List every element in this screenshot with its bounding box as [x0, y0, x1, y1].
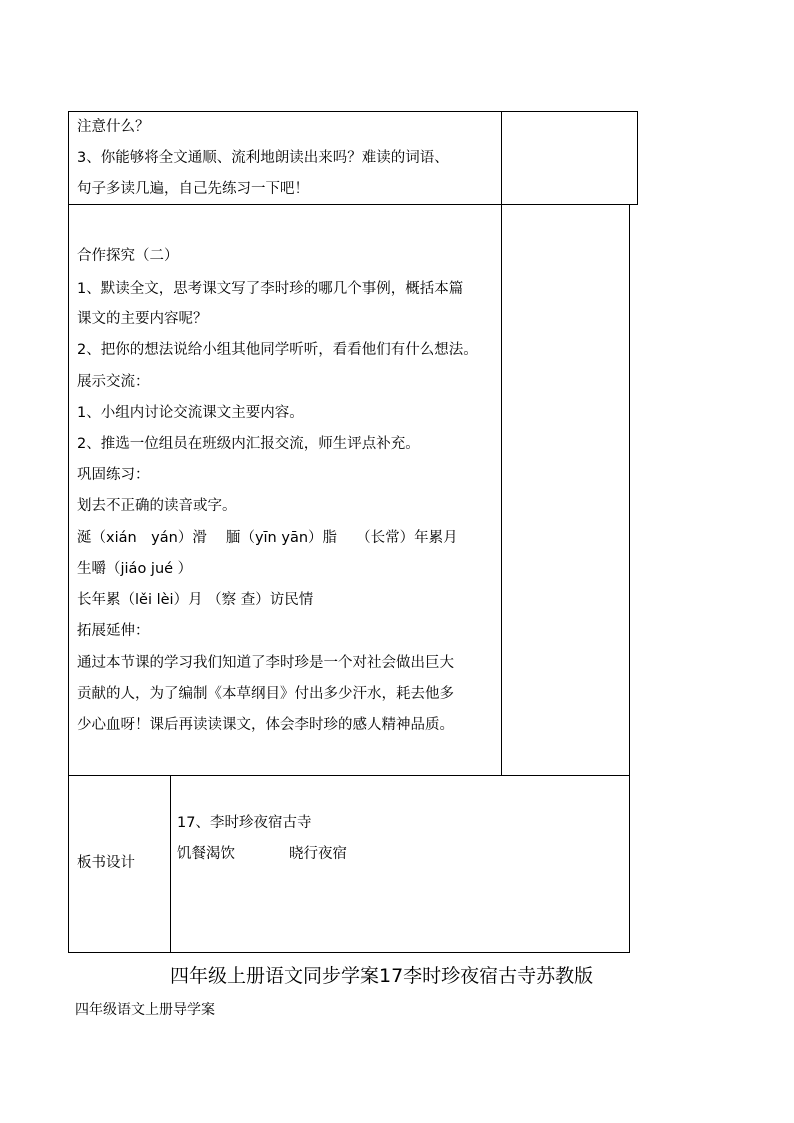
document-subtitle: 四年级语文上册导学案: [75, 1002, 215, 1018]
question1-line1: 1、默读全文，思考课文写了李时珍的哪几个事例，概括本篇: [77, 281, 464, 297]
board-title: 17、李时珍夜宿古寺: [177, 815, 312, 831]
table-border-right-top: [637, 111, 638, 205]
practice-line1: 涎（xián yán）滑 腼（yīn yān）脂 （长常）年累月: [77, 530, 458, 546]
extend-line1: 通过本节课的学习我们知道了李时珍是一个对社会做出巨大: [77, 655, 454, 671]
table-divider-row1: [68, 204, 638, 205]
table-divider-col1: [501, 111, 502, 775]
table-border-bottom: [68, 952, 630, 953]
section1-line2: 3、你能够将全文通顺、流利地朗读出来吗？难读的词语、: [77, 150, 449, 166]
extend-line3: 少心血呀！课后再读读课文，体会李时珍的感人精神品质。: [77, 717, 454, 733]
section1-line1: 注意什么？: [77, 119, 150, 135]
practice-title: 巩固练习：: [77, 467, 150, 483]
table-border-right: [629, 204, 630, 953]
board-label: 板书设计: [77, 855, 135, 871]
show-item2: 2、推选一位组员在班级内汇报交流，师生评点补充。: [77, 436, 420, 452]
table-border-top: [68, 111, 638, 112]
section1-line3: 句子多读几遍，自己先练习一下吧！: [77, 181, 309, 197]
practice-line3: 长年累（lěi lèi）月 （察 查）访民情: [77, 592, 314, 608]
table-border-left: [68, 111, 69, 953]
show-title: 展示交流：: [77, 374, 150, 390]
extend-line2: 贡献的人，为了编制《本草纲目》付出多少汗水，耗去他多: [77, 686, 454, 702]
question1-line2: 课文的主要内容呢？: [77, 311, 208, 327]
practice-instruction: 划去不正确的读音或字。: [77, 498, 237, 514]
question2: 2、把你的想法说给小组其他同学听听，看看他们有什么想法。: [77, 342, 478, 358]
board-item1: 饥餐渴饮: [177, 846, 235, 862]
extend-title: 拓展延伸：: [77, 623, 150, 639]
document-title: 四年级上册语文同步学案17李时珍夜宿古寺苏教版: [170, 965, 594, 987]
show-item1: 1、小组内讨论交流课文主要内容。: [77, 405, 304, 421]
board-item2: 晓行夜宿: [289, 846, 347, 862]
table-divider-row2: [68, 775, 630, 776]
practice-line2: 生嚼（jiáo jué ）: [77, 561, 193, 577]
table-divider-board: [170, 775, 171, 953]
section2-heading: 合作探究（二）: [77, 248, 179, 264]
